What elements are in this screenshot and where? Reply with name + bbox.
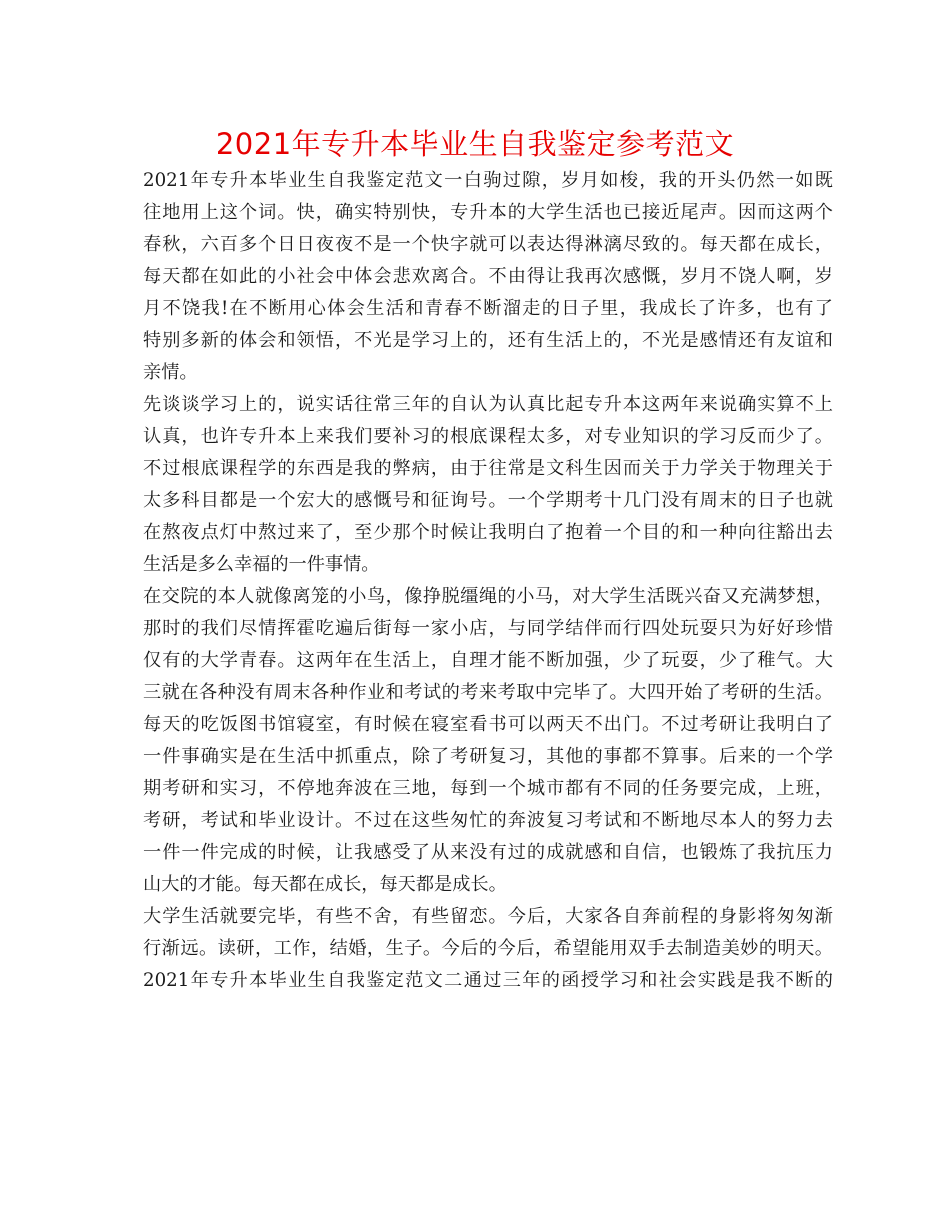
body-text-line: 一件一件完成的时候，让我感受了从来没有过的成就感和自信，也锻炼了我抗压力 — [143, 842, 833, 863]
body-text-line: 一件事确实是在生活中抓重点，除了考研复习，其他的事都不算事。后来的一个学 — [143, 746, 833, 767]
body-text-line: 在熬夜点灯中熬过来了，至少那个时候让我明白了抱着一个目的和一种向往豁出去 — [143, 522, 833, 543]
body-text-line: 在交院的本人就像离笼的小鸟，像挣脱缰绳的小马，对大学生活既兴奋又充满梦想， — [143, 586, 833, 607]
body-text-line: 三就在各种没有周末各种作业和考试的考来考取中完毕了。大四开始了考研的生活。 — [143, 682, 833, 703]
body-text-line: 不过根底课程学的东西是我的弊病，由于往常是文科生因而关于力学关于物理关于 — [143, 458, 833, 479]
body-text-line: 亲情。 — [143, 362, 198, 383]
document-body — [143, 165, 833, 997]
body-text-line: 期考研和实习，不停地奔波在三地，每到一个城市都有不同的任务要完成，上班， — [143, 778, 833, 799]
body-text-line: 2021年专升本毕业生自我鉴定范文二通过三年的函授学习和社会实践是我不断的 — [143, 970, 833, 991]
body-text-line: 行渐远。读研，工作，结婚，生子。今后的今后，希望能用双手去制造美妙的明天。 — [143, 938, 833, 959]
body-text-line: 大学生活就要完毕，有些不舍，有些留恋。今后，大家各自奔前程的身影将匆匆渐 — [143, 906, 833, 927]
body-text-line: 考研，考试和毕业设计。不过在这些匆忙的奔波复习考试和不断地尽本人的努力去 — [143, 810, 833, 831]
body-text-line: 每天的吃饭图书馆寝室，有时候在寝室看书可以两天不出门。不过考研让我明白了 — [143, 714, 833, 735]
body-text-line: 月不饶我!在不断用心体会生活和青春不断溜走的日子里，我成长了许多，也有了 — [143, 298, 833, 319]
body-text-line: 那时的我们尽情挥霍吃遍后街每一家小店，与同学结伴而行四处玩耍只为好好珍惜 — [143, 618, 833, 639]
body-text-line: 每天都在如此的小社会中体会悲欢离合。不由得让我再次感慨，岁月不饶人啊，岁 — [143, 266, 833, 287]
body-text-line: 2021年专升本毕业生自我鉴定范文一白驹过隙，岁月如梭，我的开头仍然一如既 — [143, 170, 833, 191]
body-text-line: 生活是多么幸福的一件事情。 — [143, 554, 380, 575]
document-title: 2021年专升本毕业生自我鉴定参考范文 — [215, 127, 735, 161]
body-text-line: 认真，也许专升本上来我们要补习的根底课程太多，对专业知识的学习反而少了。 — [143, 426, 833, 447]
body-text-line: 仅有的大学青春。这两年在生活上，自理才能不断加强，少了玩耍，少了稚气。大 — [143, 650, 833, 671]
body-text-line: 山大的才能。每天都在成长，每天都是成长。 — [143, 874, 507, 895]
body-text-line: 特别多新的体会和领悟，不光是学习上的，还有生活上的，不光是感情还有友谊和 — [143, 330, 833, 351]
body-text-line: 往地用上这个词。快，确实特别快，专升本的大学生活也已接近尾声。因而这两个 — [143, 202, 833, 223]
body-text-line: 春秋，六百多个日日夜夜不是一个快字就可以表达得淋漓尽致的。每天都在成长， — [143, 234, 833, 255]
body-text-line: 太多科目都是一个宏大的感慨号和征询号。一个学期考十几门没有周末的日子也就 — [143, 490, 833, 511]
body-text-line: 先谈谈学习上的，说实话往常三年的自认为认真比起专升本这两年来说确实算不上 — [143, 394, 833, 415]
